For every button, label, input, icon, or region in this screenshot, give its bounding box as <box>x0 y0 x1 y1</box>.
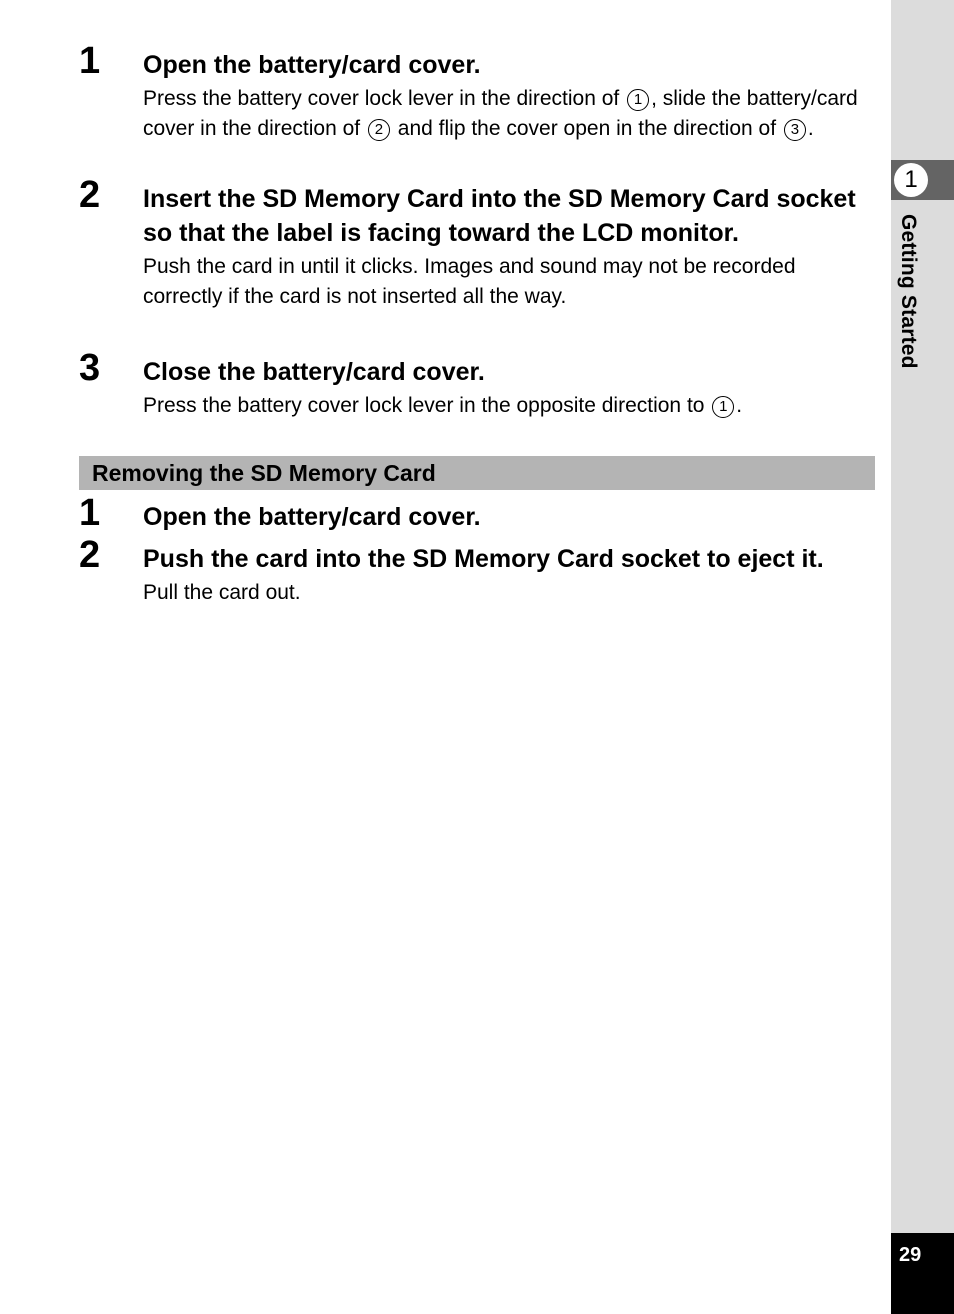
circled-number-1: 1 <box>627 89 649 111</box>
step-number: 1 <box>79 492 101 534</box>
step-description: Push the card in until it clicks. Images and sound may not be recorded correctly if the card is not inserted all the way. <box>143 255 796 308</box>
step-description: Pull the card out. <box>143 581 301 604</box>
step-title: Open the battery/card cover. <box>143 51 481 79</box>
step-title: Close the battery/card cover. <box>143 358 485 386</box>
step-title: Insert the SD Memory Card into the SD Memory Card socket so that the label is facing toward the LCD monitor. <box>143 185 856 247</box>
step-close-cover <box>79 347 879 421</box>
circled-number-3: 3 <box>784 119 806 141</box>
section-heading: Removing the SD Memory Card <box>92 460 436 486</box>
circled-number-1: 1 <box>712 396 734 418</box>
step-number: 2 <box>79 174 101 216</box>
chapter-number: 1 <box>894 163 928 197</box>
step-description: Press the battery cover lock lever in the direction of 1 , slide the battery/card cover in the direction of 2 and flip the cover open in the direction of 3 . <box>143 87 858 140</box>
step-number: 3 <box>79 347 101 389</box>
step-open-cover <box>79 40 879 143</box>
step-description: Press the battery cover lock lever in the opposite direction to 1 . <box>143 394 743 417</box>
step-eject-card <box>79 534 879 608</box>
step-remove-open-cover <box>79 492 879 534</box>
step-title: Push the card into the SD Memory Card socket to eject it. <box>143 545 824 573</box>
circled-number-2: 2 <box>368 119 390 141</box>
step-number: 1 <box>79 40 101 82</box>
step-title: Open the battery/card cover. <box>143 503 481 531</box>
step-insert-card <box>79 174 879 311</box>
page-number: 29 <box>899 1244 922 1266</box>
step-number: 2 <box>79 534 101 576</box>
chapter-title: Getting Started <box>897 214 920 369</box>
